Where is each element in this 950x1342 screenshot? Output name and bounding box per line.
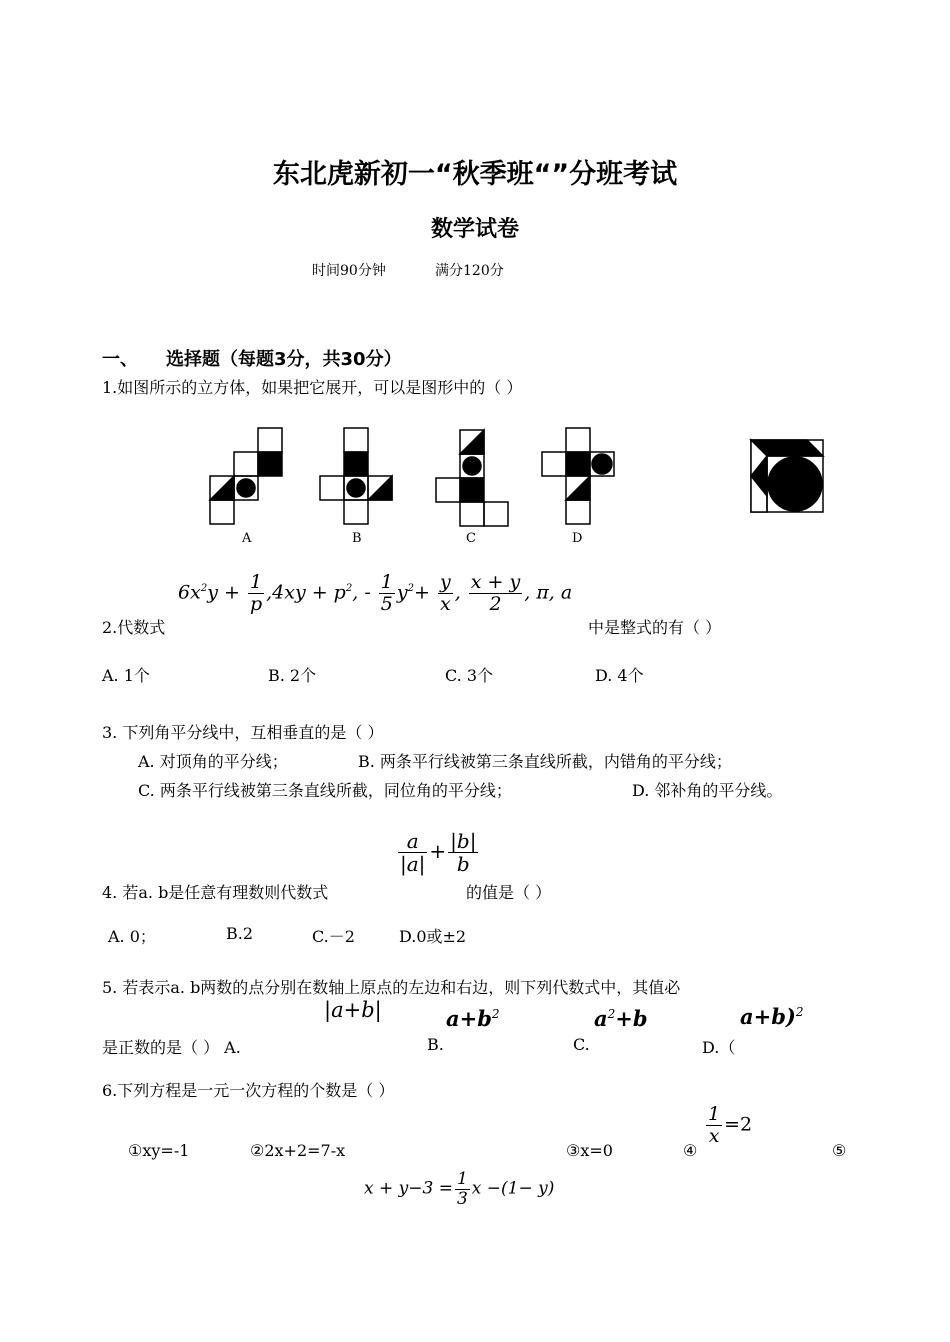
q1-figures <box>190 420 840 550</box>
exam-subtitle: 数学试卷 <box>430 217 519 242</box>
net-b <box>320 428 392 524</box>
q2-option-d: D. 4个 <box>595 666 644 685</box>
exam-score: 满分120分 <box>435 263 504 279</box>
q6-eq4: $\frac{1}{x}$ =2 <box>708 1103 753 1147</box>
q5-option-c: C. <box>573 1035 590 1054</box>
q3-option-c: C. 两条平行线被第三条直线所截，同位角的平分线； <box>138 781 512 800</box>
q6-item-3: ③x=0 <box>566 1141 613 1160</box>
q4-tail: 的值是（ ） <box>466 883 552 902</box>
section-number: 一、 <box>102 349 138 370</box>
q5-expr-b: $a+b^2$ <box>446 1006 500 1031</box>
q3-option-b: B. 两条平行线被第三条直线所截，内错角的平分线； <box>358 752 732 771</box>
exam-title: 东北虎新初一“秋季班“”分班考试 <box>272 159 678 190</box>
net-d-label: D <box>572 531 583 546</box>
net-b-label: B <box>352 531 362 546</box>
cube-figure <box>751 440 823 512</box>
net-d <box>542 428 614 524</box>
q2-lead: 2.代数式 <box>102 618 166 637</box>
q6-item-5: ⑤ <box>832 1141 847 1160</box>
q6-item-1: ①xy=-1 <box>128 1141 190 1160</box>
q2-option-a: A. 1个 <box>102 666 150 685</box>
q3-option-a: A. 对顶角的平分线； <box>138 752 288 771</box>
q3-option-d: D. 邻补角的平分线。 <box>632 781 783 800</box>
q5-option-d: D.（ <box>702 1038 736 1057</box>
q5-option-b: B. <box>427 1035 444 1054</box>
q1-stem: 1.如图所示的立方体，如果把它展开，可以是图形中的（ ） <box>102 378 523 397</box>
q6-item-2: ②2x+2=7-x <box>250 1141 346 1160</box>
q4-lead: 4. 若a. b是任意有理数则代数式 <box>102 883 329 902</box>
net-a-label: A <box>242 531 252 546</box>
q5-expr-a: |a+b| <box>324 998 382 1022</box>
net-c <box>436 430 508 526</box>
q4-option-c: C.－2 <box>312 927 355 946</box>
q5-line2: 是正数的是（ ） A. <box>102 1038 241 1057</box>
q5-expr-c: $a^2+b$ <box>594 1006 648 1031</box>
q6-item-4: ④ <box>683 1141 698 1160</box>
section-heading: 选择题（每题3分，共30分） <box>166 349 402 370</box>
exam-time: 时间90分钟 <box>312 263 386 279</box>
q4-option-a: A. 0； <box>108 927 156 946</box>
q2-expression: $6x^2y$ + $\frac{1}{p}$ $,4xy + p^2$, - $\frac{1}{5}$ $y^2+$ $\frac{y}{x}$ , $\frac{x + y}{2}$ , π, a <box>178 571 573 615</box>
q4-option-b: B.2 <box>226 924 254 943</box>
q5-expr-d: a+b)$^2$ <box>740 1004 804 1029</box>
q2-option-b: B. 2个 <box>268 666 317 685</box>
q3-stem: 3. 下列角平分线中，互相垂直的是（ ） <box>102 723 384 742</box>
q5-line1: 5. 若表示a. b两数的点分别在数轴上原点的左边和右边，则下列代数式中，其值必 <box>102 978 681 997</box>
q2-option-c: C. 3个 <box>445 666 494 685</box>
net-a <box>210 428 282 524</box>
q2-tail: 中是整式的有（ ） <box>588 618 722 637</box>
q4-expression: $\frac{a}{|a|}$ + $\frac{|b|}{b}$ <box>400 829 477 876</box>
net-c-label: C <box>466 531 476 546</box>
q6-eq5: x + y−3 = $\frac{1}{3}$ x −(1− y) <box>364 1169 555 1209</box>
q6-stem: 6.下列方程是一元一次方程的个数是（ ） <box>102 1081 395 1100</box>
q4-option-d: D.0或±2 <box>399 927 467 946</box>
